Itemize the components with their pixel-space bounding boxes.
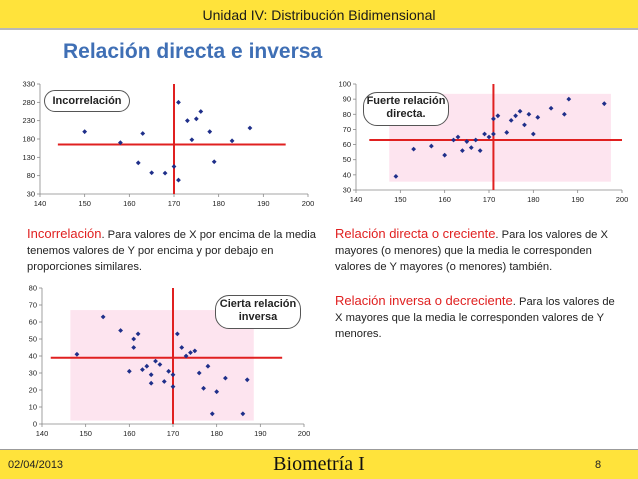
y-tick-label: 80 [342,109,351,119]
y-tick-label: 180 [22,134,35,144]
y-tick-label: 60 [28,317,37,327]
paragraph-inverse [335,293,615,342]
slide-title: Relación directa e inversa [63,40,323,63]
chart-callout-incorrelation: Incorrelación [44,90,130,112]
data-point [207,129,212,134]
y-tick-label: 230 [22,116,35,126]
footer-page-number: 8 [595,459,602,471]
y-tick-label: 280 [22,97,35,107]
header-title: Unidad IV: Distribución Bidimensional [202,7,436,23]
y-tick-label: 80 [26,171,35,181]
x-tick-label: 140 [349,195,363,204]
data-point [189,137,194,142]
x-tick-label: 150 [78,199,91,208]
y-tick-label: 50 [28,334,37,344]
y-tick-label: 10 [28,402,37,412]
y-tick-label: 100 [338,79,351,89]
y-tick-label: 40 [28,351,37,361]
data-point [176,178,181,183]
x-tick-label: 160 [123,429,136,438]
paragraph-direct [335,226,625,275]
footer-date: 02/04/2013 [8,459,64,471]
y-tick-label: 50 [342,155,351,165]
body-inverse: . Para los valores de X mayores que la media le corresponden valores de Y menores. [335,296,615,340]
y-tick-label: 130 [22,152,35,162]
chart-callout-direct: Fuerte relación directa. [363,92,449,126]
x-tick-label: 170 [166,429,180,438]
x-tick-label: 190 [257,199,270,208]
x-tick-label: 180 [210,429,223,438]
data-point [172,164,177,169]
y-tick-label: 60 [342,140,351,150]
data-point [149,170,154,175]
data-point [136,160,141,165]
y-tick-label: 330 [22,79,35,89]
x-tick-label: 140 [33,199,47,208]
x-tick-label: 200 [297,429,311,438]
x-tick-label: 190 [571,195,584,204]
x-tick-label: 170 [482,195,496,204]
data-point [82,129,87,134]
header-divider [0,28,638,30]
data-point [185,118,190,123]
data-point [194,116,199,121]
body-direct: . Para los valores de X mayores (o menores) que la media le corresponden valores de Y mayores (o menores) también. [335,229,608,273]
x-tick-label: 200 [615,195,629,204]
data-point [198,109,203,114]
y-tick-label: 90 [342,94,351,104]
data-point [230,138,235,143]
data-point [140,131,145,136]
paragraph-incorrelation [27,226,332,275]
x-tick-label: 180 [212,199,225,208]
x-tick-label: 170 [167,199,181,208]
footer-course: Biometría I [273,453,365,475]
x-tick-label: 160 [438,195,451,204]
data-point [212,159,217,164]
y-tick-label: 40 [342,170,351,180]
y-tick-label: 30 [342,185,351,195]
y-tick-label: 0 [32,419,37,429]
data-point [176,100,181,105]
y-tick-label: 80 [28,283,37,293]
y-tick-label: 70 [28,300,37,310]
y-tick-label: 30 [28,368,37,378]
x-tick-label: 200 [301,199,315,208]
x-tick-label: 150 [394,195,407,204]
x-tick-label: 160 [123,199,136,208]
data-point [163,171,168,176]
heading-incorrelation: Incorrelación [27,226,102,241]
body-incorrelation: . Para valores de X por encima de la media tenemos valores de Y por encima y por debajo en proporciones similares. [27,229,316,273]
y-tick-label: 30 [26,189,35,199]
x-tick-label: 140 [35,429,49,438]
heading-direct: Relación directa o creciente [335,226,496,241]
heading-inverse: Relación inversa o decreciente [335,293,513,308]
x-tick-label: 150 [79,429,92,438]
data-point [248,126,253,131]
x-tick-label: 180 [527,195,540,204]
x-tick-label: 190 [254,429,267,438]
chart-callout-inverse: Cierta relación inversa [215,295,301,329]
y-tick-label: 70 [342,124,351,134]
y-tick-label: 20 [28,385,37,395]
